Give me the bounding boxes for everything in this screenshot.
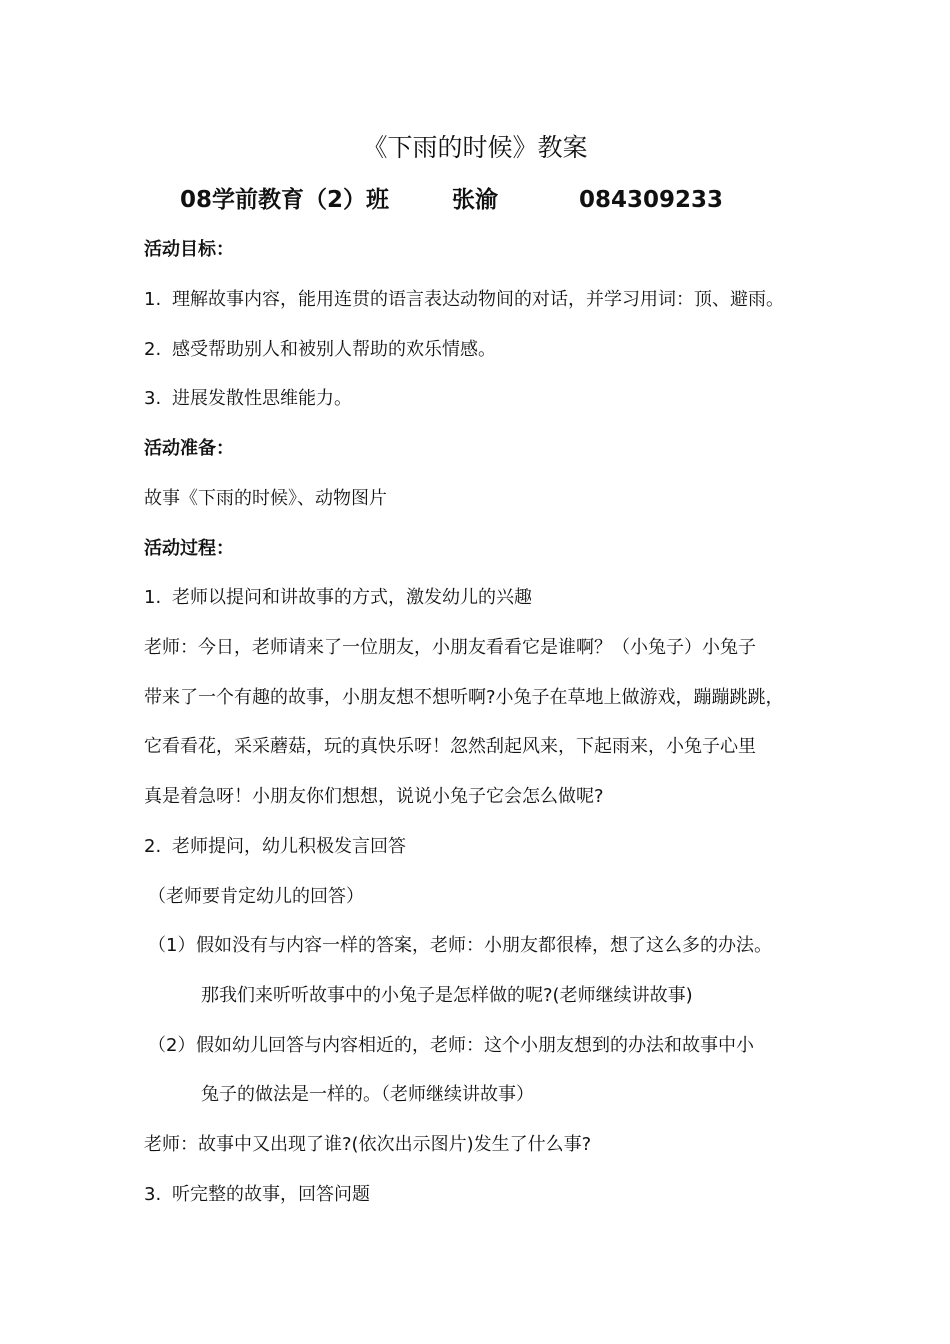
step-text: 老师提问，幼儿积极发言回答: [172, 836, 406, 857]
paragraph-line: 带来了一个有趣的故事，小朋友想不想听啊?小兔子在草地上做游戏，蹦蹦跳跳，: [144, 687, 784, 708]
goal-text: 进展发散性思维能力。: [172, 388, 352, 409]
goal-item: [144, 335, 496, 365]
goal-item: [144, 384, 352, 414]
sub-item-continuation: 兔子的做法是一样的。（老师继续讲故事）: [201, 1084, 534, 1105]
teacher-note: （老师要肯定幼儿的回答）: [148, 886, 364, 907]
step-text: 听完整的故事，回答问题: [172, 1184, 370, 1205]
paragraph-line: 老师：今日，老师请来了一位朋友，小朋友看看它是谁啊？（小兔子）小兔子: [144, 637, 756, 658]
step-number: 3.: [144, 1184, 162, 1205]
paragraph-line: 它看看花，采采蘑菇，玩的真快乐呀！忽然刮起风来，下起雨来，小兔子心里: [144, 736, 756, 757]
goal-number: 1.: [144, 289, 162, 310]
author-name: 张渝: [452, 187, 498, 213]
sub-item-text: 假如幼儿回答与内容相近的，老师：这个小朋友想到的办法和故事中小: [196, 1035, 754, 1056]
goals-heading: 活动目标：: [144, 239, 234, 260]
process-step: [144, 583, 532, 613]
process-heading: 活动过程：: [144, 538, 234, 559]
goal-item: [144, 285, 784, 315]
goal-text: 理解故事内容，能用连贯的语言表达动物间的对话，并学习用词：顶、避雨。: [172, 289, 784, 310]
step-text: 老师以提问和讲故事的方式，激发幼儿的兴趣: [172, 587, 532, 608]
prep-heading: 活动准备：: [144, 438, 234, 459]
goal-text: 感受帮助别人和被别人帮助的欢乐情感。: [172, 339, 496, 360]
paragraph-line: 真是着急呀！小朋友你们想想，说说小兔子它会怎么做呢?: [144, 786, 604, 807]
goal-number: 3.: [144, 388, 162, 409]
goal-number: 2.: [144, 339, 162, 360]
sub-item: [148, 931, 772, 961]
prep-text: 故事《下雨的时候》、动物图片: [144, 488, 387, 509]
step-number: 1.: [144, 587, 162, 608]
sub-item-number: （1）: [148, 935, 196, 956]
student-id: 084309233: [579, 187, 724, 213]
sub-item: [148, 1031, 754, 1061]
sub-item-continuation: 那我们来听听故事中的小兔子是怎样做的呢?(老师继续讲故事): [201, 985, 693, 1006]
sub-item-number: （2）: [148, 1035, 196, 1056]
paragraph-line: 老师：故事中又出现了谁?(依次出示图片)发生了什么事?: [144, 1134, 592, 1155]
author-line: [0, 180, 950, 220]
step-number: 2.: [144, 836, 162, 857]
process-step: [144, 1180, 370, 1210]
sub-item-text: 假如没有与内容一样的答案，老师：小朋友都很棒，想了这么多的办法。: [196, 935, 772, 956]
process-step: [144, 832, 406, 862]
document-title: 《下雨的时候》教案: [362, 133, 588, 162]
class-name: 08学前教育（2）班: [180, 187, 390, 213]
